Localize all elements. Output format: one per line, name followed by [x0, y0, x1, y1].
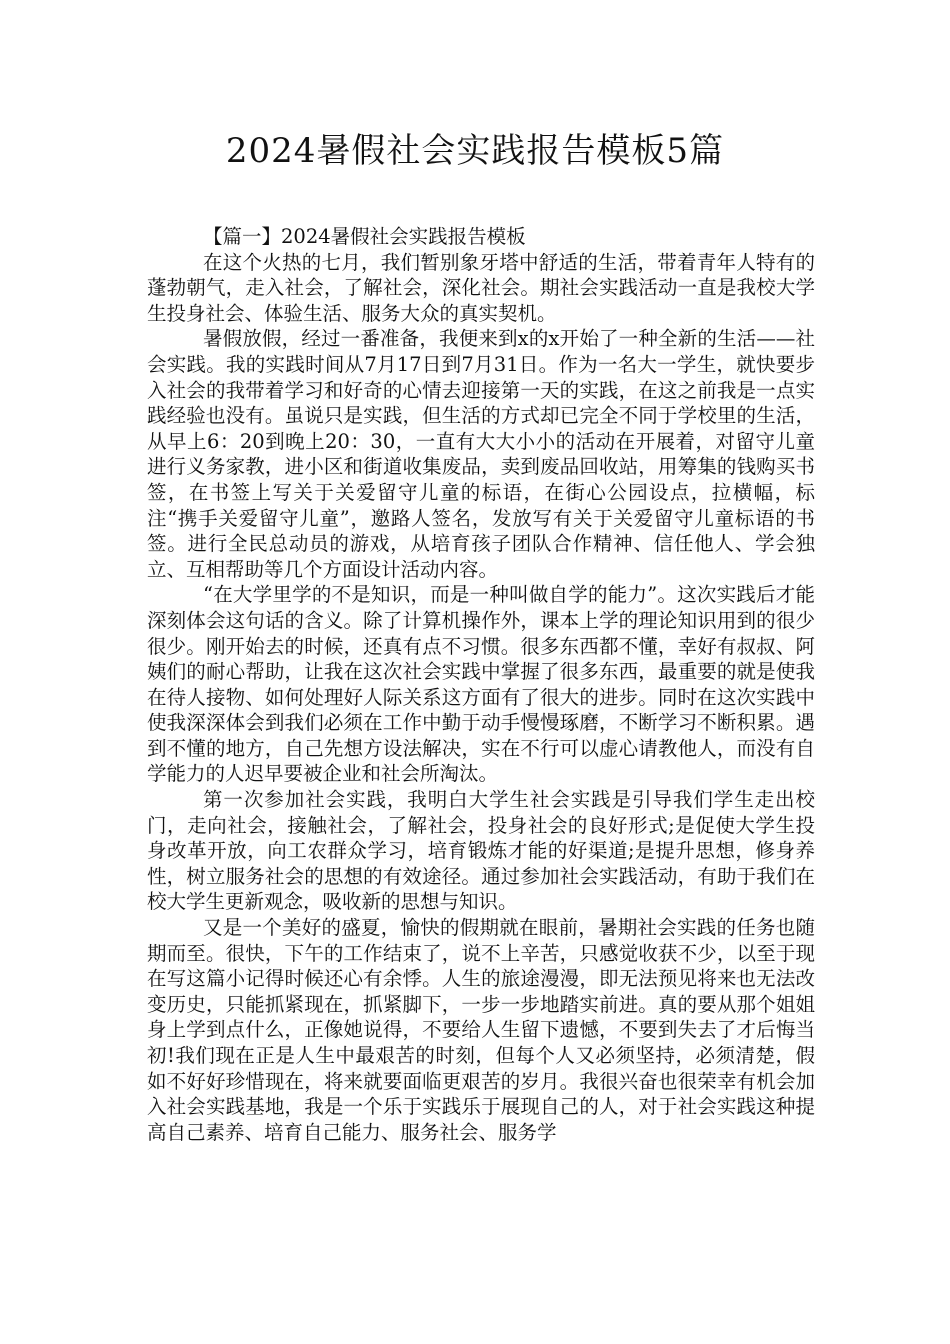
- paragraph-1: 在这个火热的七月，我们暂别象牙塔中舒适的生活，带着青年人特有的蓬勃朝气，走入社会，了解社会，深化社会。期社会实践活动一直是我校大学生投身社会、体验生活、服务大众的真实契机。: [147, 250, 815, 325]
- document-body: [147, 224, 815, 1145]
- paragraph-5: 又是一个美好的盛夏，愉快的假期就在眼前，暑期社会实践的任务也随期而至。很快，下午的工作结束了，说不上辛苦，只感觉收获不少，以至于现在写这篇小记得时候还心有余悸。人生的旅途漫漫，即无法预见将来也无法改变历史，只能抓紧现在，抓紧脚下，一步一步地踏实前进。真的要从那个姐姐身上学到点什么，正像她说得，不要给人生留下遗憾，不要到失去了才后悔当初!我们现在正是人生中最艰苦的时刻，但每个人又必须坚持，必须清楚，假如不好好珍惜现在，将来就要面临更艰苦的岁月。我很兴奋也很荣幸有机会加入社会实践基地，我是一个乐于实践乐于展现自己的人，对于社会实践这种提高自己素养、培育自己能力、服务社会、服务学: [147, 916, 815, 1144]
- paragraph-3: “在大学里学的不是知识，而是一种叫做自学的能力”。这次实践后才能深刻体会这句话的含义。除了计算机操作外，课本上学的理论知识用到的很少很少。刚开始去的时候，还真有点不习惯。很多东西都不懂，幸好有叔叔、阿姨们的耐心帮助，让我在这次社会实践中掌握了很多东西，最重要的就是使我在待人接物、如何处理好人际关系这方面有了很大的进步。同时在这次实践中使我深深体会到我们必须在工作中勤于动手慢慢琢磨，不断学习不断积累。遇到不懂的地方，自己先想方设法解决，实在不行可以虚心请教他人，而没有自学能力的人迟早要被企业和社会所淘汰。: [147, 583, 815, 786]
- document-title: 2024暑假社会实践报告模板5篇: [225, 131, 725, 171]
- paragraph-4: 第一次参加社会实践，我明白大学生社会实践是引导我们学生走出校门，走向社会，接触社会，了解社会，投身社会的良好形式;是促使大学生投身改革开放，向工农群众学习，培育锻炼才能的好渠道;是提升思想，修身养性，树立服务社会的思想的有效途径。通过参加社会实践活动，有助于我们在校大学生更新观念，吸收新的思想与知识。: [147, 788, 815, 914]
- section-heading: 【篇一】2024暑假社会实践报告模板: [203, 225, 526, 248]
- paragraph-2: 暑假放假，经过一番准备，我便来到x的x开始了一种全新的生活——社会实践。我的实践时间从7月17日到7月31日。作为一名大一学生，就快要步入社会的我带着学习和好奇的心情去迎接第一天的实践，在这之前我是一点实践经验也没有。虽说只是实践，但生活的方式却已完全不同于学校里的生活，从早上6：20到晚上20：30，一直有大大小小的活动在开展着，对留守儿童进行义务家教，进小区和街道收集废品，卖到废品回收站，用筹集的钱购买书签，在书签上写关于关爱留守儿童的标语，在街心公园设点，拉横幅，标注“携手关爱留守儿童”，邀路人签名，发放写有关于关爱留守儿童标语的书签。进行全民总动员的游戏，从培育孩子团队合作精神、信任他人、学会独立、互相帮助等几个方面设计活动内容。: [147, 327, 815, 581]
